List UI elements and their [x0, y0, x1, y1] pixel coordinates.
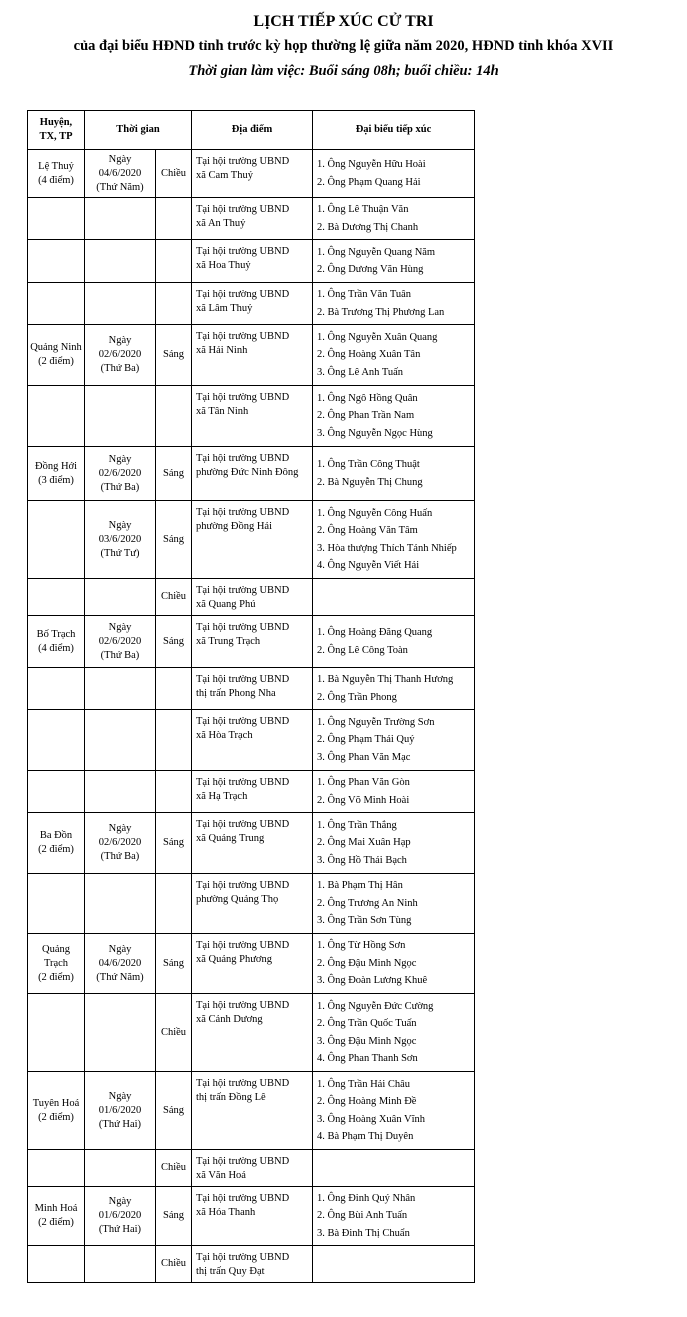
delegate-name: 3. Hòa thượng Thích Tánh Nhiếp [317, 542, 457, 554]
place-cell: Tại hội trường UBND xã Quang Phú [192, 579, 313, 616]
delegates-cell [313, 240, 475, 283]
delegates-cell [313, 447, 475, 501]
table-row [28, 668, 475, 710]
place-cell: Tại hội trường UBND xã Hoa Thuỷ [192, 240, 313, 283]
place-cell: Tại hội trường UBND phường Đồng Hải [192, 501, 313, 579]
delegate-name: 2. Ông Phan Trần Nam [317, 410, 415, 422]
delegate-name: 2. Ông Hoàng Minh Đề [317, 1096, 417, 1107]
place-cell: Tại hội trường UBND thị trấn Đồng Lê [192, 1072, 313, 1150]
delegates-cell [313, 813, 475, 874]
delegate-name: 1. Ông Từ Hồng Sơn [317, 940, 406, 952]
table-row [28, 283, 475, 325]
session-cell [156, 668, 192, 710]
place-cell: Tại hội trường UBND xã Hòa Trạch [192, 710, 313, 771]
delegates-cell [313, 1072, 475, 1150]
place-cell: Tại hội trường UBND xã Quảng Phương [192, 934, 313, 994]
date-cell: Ngày 01/6/2020 (Thứ Hai) [85, 1072, 156, 1150]
place-cell: Tại hội trường UBND xã An Thuỷ [192, 198, 313, 240]
delegate-name: 3. Ông Đậu Minh Ngọc [317, 1035, 417, 1047]
delegate-name: 1. Ông Ngô Hồng Quân [317, 392, 418, 404]
date-cell [85, 771, 156, 813]
delegates-cell [313, 579, 475, 616]
table-row [28, 616, 475, 668]
delegate-name: 2. Ông Dương Văn Hùng [317, 264, 424, 275]
place-cell: Tại hội trường UBND xã Cảnh Dương [192, 994, 313, 1072]
delegates-cell [313, 501, 475, 579]
session-cell: Chiều [156, 579, 192, 616]
district-cell [28, 386, 85, 447]
place-cell: Tại hội trường UBND xã Trung Trạch [192, 616, 313, 668]
delegate-name: 1. Ông Trần Văn Tuân [317, 289, 412, 300]
district-cell [28, 1150, 85, 1187]
delegate-name: 2. Ông Trương An Ninh [317, 897, 418, 909]
place-cell: Tại hội trường UBND phường Đức Ninh Đông [192, 447, 313, 501]
district-cell: Tuyên Hoá (2 điểm) [28, 1072, 85, 1150]
date-cell: Ngày 02/6/2020 (Thứ Ba) [85, 325, 156, 386]
district-cell [28, 710, 85, 771]
delegate-name: 3. Ông Đoàn Lương Khuê [317, 975, 428, 987]
session-cell: Chiều [156, 1246, 192, 1283]
district-cell [28, 874, 85, 934]
session-cell: Chiều [156, 150, 192, 198]
district-cell: Ba Đồn (2 điểm) [28, 813, 85, 874]
delegate-name: 1. Ông Nguyễn Quang Năm [317, 246, 436, 258]
delegate-name: 2. Ông Trần Quốc Tuấn [317, 1018, 417, 1029]
session-cell: Chiều [156, 1150, 192, 1187]
district-cell: Lệ Thuỷ (4 điểm) [28, 150, 85, 198]
table-row [28, 710, 475, 771]
col-time: Thời gian [85, 111, 192, 150]
delegate-name: 3. Ông Nguyễn Ngọc Hùng [317, 427, 433, 439]
delegates-cell [313, 325, 475, 386]
date-cell [85, 1150, 156, 1187]
delegate-name: 3. Bà Đinh Thị Chuẩn [317, 1227, 410, 1239]
delegate-name: 4. Ông Phan Thanh Sơn [317, 1053, 418, 1064]
date-cell: Ngày 02/6/2020 (Thứ Ba) [85, 447, 156, 501]
date-cell [85, 994, 156, 1072]
date-cell [85, 579, 156, 616]
table-row [28, 150, 475, 198]
table-row [28, 874, 475, 934]
district-cell [28, 771, 85, 813]
delegate-name: 1. Ông Nguyễn Đức Cường [317, 1000, 434, 1012]
schedule-table [27, 110, 475, 1283]
place-cell: Tại hội trường UBND xã Lâm Thuỷ [192, 283, 313, 325]
delegate-name: 1. Ông Phan Văn Gòn [317, 777, 410, 788]
session-cell: Sáng [156, 616, 192, 668]
col-delegates: Đại biểu tiếp xúc [313, 111, 475, 150]
session-cell: Sáng [156, 1187, 192, 1246]
place-cell: Tại hội trường UBND xã Quảng Trung [192, 813, 313, 874]
date-cell: Ngày 01/6/2020 (Thứ Hai) [85, 1187, 156, 1246]
delegates-cell [313, 1246, 475, 1283]
delegates-cell [313, 616, 475, 668]
date-cell [85, 1246, 156, 1283]
delegates-cell [313, 150, 475, 198]
district-cell [28, 668, 85, 710]
working-time-note: Thời gian làm việc: Buổi sáng 08h; buổi chiều: 14h [188, 63, 499, 79]
delegate-name: 2. Bà Trương Thị Phương Lan [317, 306, 445, 318]
delegate-name: 3. Ông Lê Anh Tuấn [317, 366, 404, 378]
delegates-cell [313, 386, 475, 447]
district-cell: Đồng Hới (3 điểm) [28, 447, 85, 501]
document-title: LỊCH TIẾP XÚC CỬ TRI [253, 13, 434, 30]
date-cell: Ngày 02/6/2020 (Thứ Ba) [85, 616, 156, 668]
district-cell: Quảng Trạch (2 điểm) [28, 934, 85, 994]
session-cell [156, 710, 192, 771]
place-cell: Tại hội trường UBND thị trấn Phong Nha [192, 668, 313, 710]
district-cell [28, 579, 85, 616]
delegate-name: 1. Ông Trần Hải Châu [317, 1078, 411, 1090]
district-cell [28, 198, 85, 240]
table-row [28, 813, 475, 874]
date-cell: Ngày 04/6/2020 (Thứ Năm) [85, 150, 156, 198]
delegate-name: 2. Ông Phạm Quang Hải [317, 176, 421, 188]
delegates-cell [313, 283, 475, 325]
table-row [28, 386, 475, 447]
date-cell [85, 710, 156, 771]
session-cell: Sáng [156, 325, 192, 386]
date-cell: Ngày 02/6/2020 (Thứ Ba) [85, 813, 156, 874]
delegates-cell [313, 771, 475, 813]
session-cell: Sáng [156, 813, 192, 874]
delegates-cell [313, 874, 475, 934]
delegate-name: 3. Ông Hồ Thái Bạch [317, 854, 407, 866]
date-cell [85, 386, 156, 447]
delegates-cell [313, 994, 475, 1072]
table-row [28, 325, 475, 386]
delegate-name: 2. Ông Mai Xuân Hạp [317, 837, 411, 849]
district-cell: Minh Hoá (2 điểm) [28, 1187, 85, 1246]
date-cell [85, 198, 156, 240]
district-cell [28, 240, 85, 283]
delegate-name: 4. Ông Nguyễn Viết Hải [317, 560, 420, 571]
session-cell [156, 771, 192, 813]
session-cell [156, 240, 192, 283]
delegate-name: 2. Ông Võ Minh Hoài [317, 794, 410, 806]
session-cell: Sáng [156, 934, 192, 994]
place-cell: Tại hội trường UBND xã Cam Thuỷ [192, 150, 313, 198]
table-row [28, 447, 475, 501]
date-cell: Ngày 04/6/2020 (Thứ Năm) [85, 934, 156, 994]
delegates-cell [313, 198, 475, 240]
district-cell: Quảng Ninh (2 điểm) [28, 325, 85, 386]
delegate-name: 3. Ông Trần Sơn Tùng [317, 915, 412, 927]
place-cell: Tại hội trường UBND xã Hóa Thanh [192, 1187, 313, 1246]
header-row [28, 111, 475, 150]
delegate-name: 1. Ông Trần Công Thuật [317, 459, 420, 470]
session-cell: Sáng [156, 501, 192, 579]
delegate-name: 2. Bà Nguyễn Thị Chung [317, 476, 423, 488]
place-cell: Tại hội trường UBND xã Hạ Trạch [192, 771, 313, 813]
delegate-name: 1. Ông Nguyễn Công Huấn [317, 507, 433, 519]
date-cell [85, 874, 156, 934]
place-cell: Tại hội trường UBND xã Hải Ninh [192, 325, 313, 386]
delegate-name: 2. Ông Bùi Anh Tuấn [317, 1210, 408, 1222]
delegate-name: 2. Bà Dương Thị Chanh [317, 221, 419, 233]
table-row [28, 579, 475, 616]
delegate-name: 1. Bà Phạm Thị Hân [317, 880, 403, 892]
session-cell: Sáng [156, 1072, 192, 1150]
date-cell [85, 283, 156, 325]
delegates-cell [313, 934, 475, 994]
delegates-cell [313, 1187, 475, 1246]
district-cell [28, 501, 85, 579]
delegate-name: 2. Ông Phạm Thái Quý [317, 734, 415, 746]
place-cell: Tại hội trường UBND xã Tân Ninh [192, 386, 313, 447]
delegates-cell [313, 1150, 475, 1187]
place-cell: Tại hội trường UBND thị trấn Quy Đạt [192, 1246, 313, 1283]
col-place: Địa điểm [192, 111, 313, 150]
table-row [28, 501, 475, 579]
delegate-name: 2. Ông Lê Công Toàn [317, 644, 408, 656]
delegate-name: 1. Bà Nguyễn Thị Thanh Hương [317, 674, 454, 685]
date-cell [85, 668, 156, 710]
document-subtitle: của đại biểu HĐND tỉnh trước kỳ họp thường lệ giữa năm 2020, HĐND tỉnh khóa XVII [73, 38, 614, 54]
delegate-name: 2. Ông Hoàng Xuân Tân [317, 349, 421, 361]
date-cell [85, 240, 156, 283]
district-cell [28, 283, 85, 325]
table-row [28, 1187, 475, 1246]
session-cell [156, 386, 192, 447]
table-row [28, 934, 475, 994]
delegate-name: 1. Ông Nguyễn Xuân Quang [317, 331, 438, 343]
delegates-cell [313, 710, 475, 771]
session-cell [156, 874, 192, 934]
session-cell: Sáng [156, 447, 192, 501]
delegate-name: 3. Ông Hoàng Xuân Vĩnh [317, 1113, 426, 1125]
delegate-name: 1. Ông Lê Thuận Văn [317, 204, 409, 215]
delegate-name: 4. Bà Phạm Thị Duyên [317, 1131, 414, 1142]
session-cell [156, 283, 192, 325]
delegate-name: 1. Ông Đinh Quý Nhân [317, 1192, 416, 1204]
session-cell: Chiều [156, 994, 192, 1072]
date-cell: Ngày 03/6/2020 (Thứ Tư) [85, 501, 156, 579]
table-row [28, 1072, 475, 1150]
delegates-cell [313, 668, 475, 710]
delegate-name: 1. Ông Nguyễn Hữu Hoài [317, 159, 426, 170]
delegate-name: 2. Ông Đậu Minh Ngọc [317, 957, 417, 969]
delegate-name: 2. Ông Hoàng Văn Tâm [317, 525, 418, 536]
delegate-name: 1. Ông Hoàng Đăng Quang [317, 627, 433, 638]
table-row [28, 240, 475, 283]
district-cell [28, 1246, 85, 1283]
place-cell: Tại hội trường UBND phường Quảng Thọ [192, 874, 313, 934]
delegate-name: 1. Ông Trần Thắng [317, 819, 397, 831]
col-district: Huyện, TX, TP [28, 111, 85, 150]
district-cell [28, 994, 85, 1072]
place-cell: Tại hội trường UBND xã Văn Hoá [192, 1150, 313, 1187]
session-cell [156, 198, 192, 240]
delegate-name: 2. Ông Trần Phong [317, 691, 397, 703]
table-row [28, 771, 475, 813]
table-row [28, 994, 475, 1072]
table-row [28, 198, 475, 240]
delegate-name: 3. Ông Phan Văn Mạc [317, 751, 411, 763]
table-row [28, 1150, 475, 1187]
district-cell: Bố Trạch (4 điểm) [28, 616, 85, 668]
delegate-name: 1. Ông Nguyễn Trường Sơn [317, 716, 435, 728]
table-row [28, 1246, 475, 1283]
